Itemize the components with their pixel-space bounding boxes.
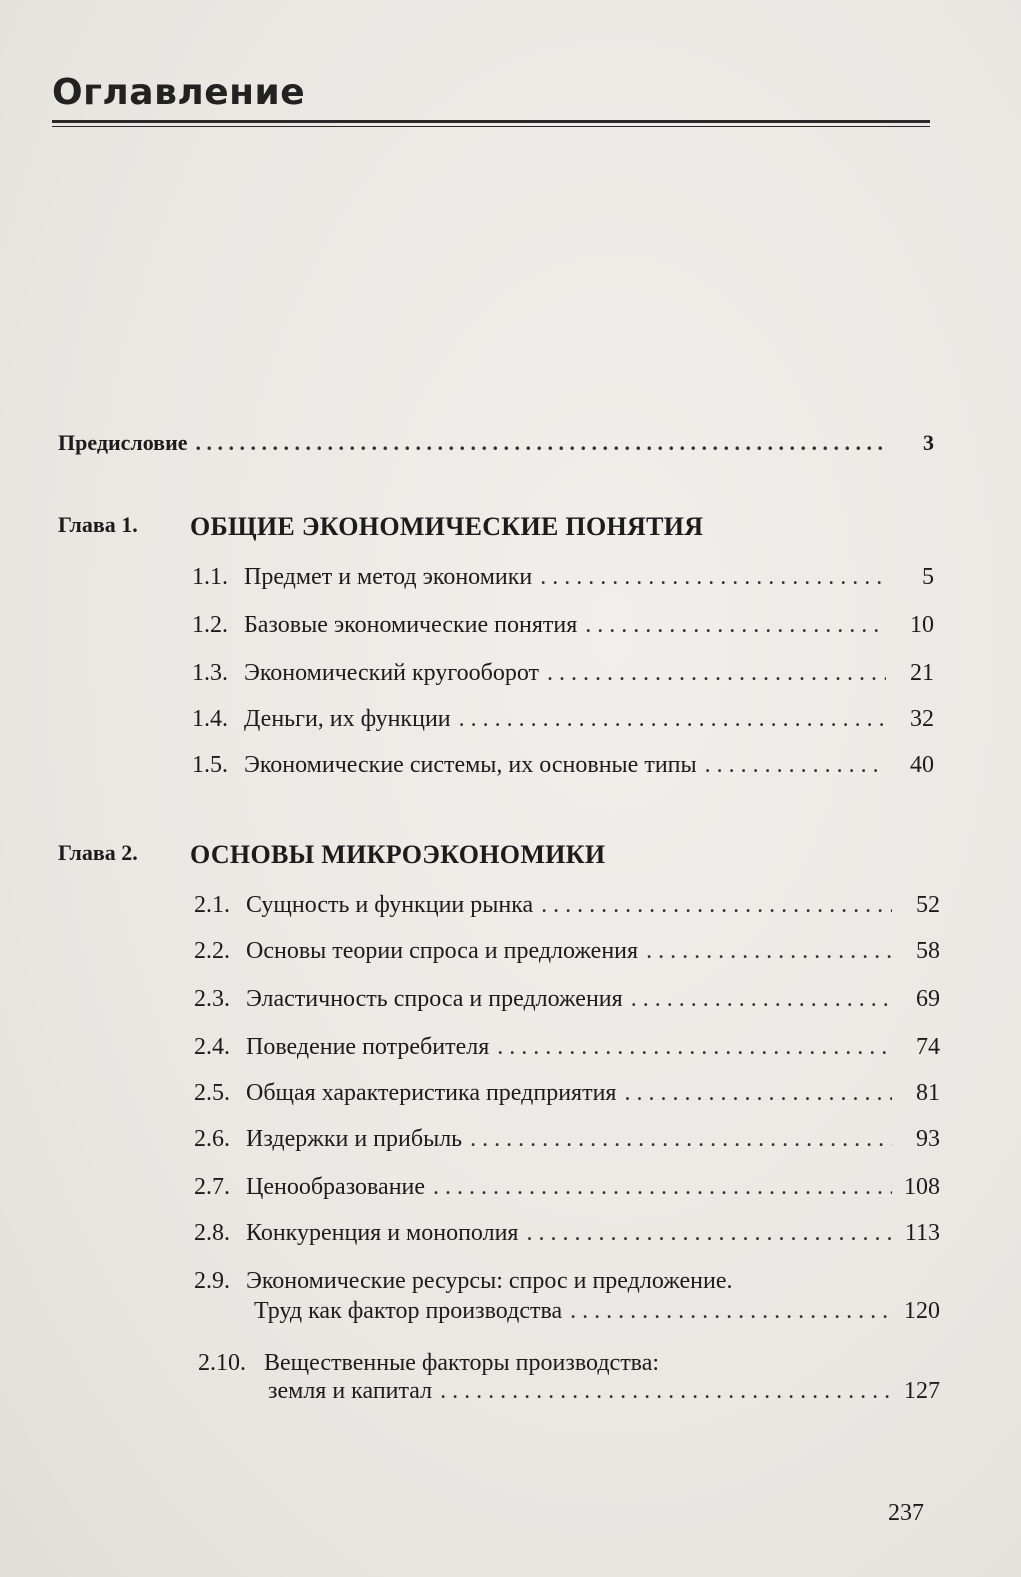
chapter-heading-2[interactable] (58, 840, 605, 870)
toc-entry-2-1[interactable] (194, 892, 940, 919)
section-label: Предмет и метод экономики (244, 564, 533, 590)
toc-entry-1-4[interactable] (192, 706, 934, 733)
section-number: 1.4. (192, 706, 228, 732)
chapter-title: ОСНОВЫ МИКРОЭКОНОМИКИ (190, 840, 606, 869)
leader-dots (440, 1378, 892, 1405)
section-number: 1.3. (192, 660, 228, 686)
section-label: Общая характеристика предприятия (246, 1080, 617, 1106)
leader-dots (497, 1034, 892, 1061)
toc-entry-2-9[interactable] (254, 1298, 940, 1325)
section-page: 81 (916, 1080, 940, 1106)
section-page: 52 (916, 892, 940, 918)
toc-entry-2-9-line1[interactable] (194, 1268, 732, 1295)
section-page: 32 (910, 706, 934, 732)
section-label-cont: земля и капитал (268, 1378, 433, 1404)
toc-entry-1-3[interactable] (192, 660, 934, 687)
title-rule-thin (52, 126, 930, 127)
leader-dots (624, 1080, 892, 1107)
section-label: Эластичность спроса и предложения (246, 986, 623, 1012)
toc-entry-2-3[interactable] (194, 986, 940, 1013)
toc-entry-2-6[interactable] (194, 1126, 940, 1153)
section-page: 40 (910, 752, 934, 778)
section-label: Экономический кругооборот (244, 660, 539, 686)
section-page: 120 (904, 1298, 940, 1324)
section-number: 2.1. (194, 892, 230, 918)
section-number: 2.4. (194, 1034, 230, 1060)
chapter-title: ОБЩИЕ ЭКОНОМИЧЕСКИЕ ПОНЯТИЯ (190, 512, 704, 541)
section-page: 58 (916, 938, 940, 964)
section-number: 2.9. (194, 1268, 230, 1294)
leader-dots (196, 430, 886, 456)
section-label-cont: Труд как фактор производства (254, 1298, 563, 1324)
section-page: 113 (904, 1220, 940, 1246)
leader-dots (541, 892, 892, 919)
section-label: Базовые экономические понятия (244, 612, 578, 638)
section-page: 74 (916, 1034, 940, 1060)
leader-dots (470, 1126, 892, 1153)
page-title: Оглавление (52, 72, 306, 113)
chapter-number: Глава 2. (58, 840, 138, 865)
section-number: 1.1. (192, 564, 228, 590)
leader-dots (526, 1220, 892, 1247)
section-number: 1.5. (192, 752, 228, 778)
toc-entry-2-8[interactable] (194, 1220, 940, 1247)
section-number: 2.3. (194, 986, 230, 1012)
chapter-heading-1[interactable] (58, 512, 703, 542)
section-number: 2.10. (198, 1350, 246, 1376)
section-label: Основы теории спроса и предложения (246, 938, 639, 964)
leader-dots (705, 752, 886, 779)
section-page: 69 (916, 986, 940, 1012)
toc-entry-2-5[interactable] (194, 1080, 940, 1107)
section-page: 10 (910, 612, 934, 638)
toc-entry-2-2[interactable] (194, 938, 940, 965)
toc-entry-page: 3 (923, 430, 934, 455)
toc-entry-2-10[interactable] (268, 1378, 940, 1405)
toc-entry-2-4[interactable] (194, 1034, 940, 1061)
toc-entry-2-10-line1[interactable] (198, 1350, 659, 1377)
section-page: 21 (910, 660, 934, 686)
section-number: 2.6. (194, 1126, 230, 1152)
section-label: Экономические ресурсы: спрос и предложение. (246, 1268, 733, 1294)
toc-entry-label: Предисловие (58, 430, 188, 455)
section-page: 93 (916, 1126, 940, 1152)
section-label: Экономические системы, их основные типы (244, 752, 697, 778)
toc-entry-preface[interactable] (58, 430, 934, 456)
section-page: 127 (904, 1378, 940, 1404)
section-number: 2.2. (194, 938, 230, 964)
toc-entry-1-1[interactable] (192, 564, 934, 591)
toc-entry-1-2[interactable] (192, 612, 934, 639)
section-page: 5 (922, 564, 934, 590)
section-label: Поведение потребителя (246, 1034, 490, 1060)
leader-dots (540, 564, 886, 591)
toc-entry-1-5[interactable] (192, 752, 934, 779)
section-label: Сущность и функции рынка (246, 892, 534, 918)
leader-dots (433, 1174, 892, 1201)
leader-dots (570, 1298, 892, 1325)
title-rule (52, 120, 930, 123)
leader-dots (585, 612, 886, 639)
section-number: 1.2. (192, 612, 228, 638)
page-number: 237 (888, 1500, 924, 1526)
chapter-number: Глава 1. (58, 512, 138, 537)
section-number: 2.7. (194, 1174, 230, 1200)
section-label: Ценообразование (246, 1174, 426, 1200)
section-label: Конкуренция и монополия (246, 1220, 519, 1246)
leader-dots (547, 660, 886, 687)
toc-entry-2-7[interactable] (194, 1174, 940, 1201)
section-label: Деньги, их функции (244, 706, 451, 732)
section-page: 108 (904, 1174, 940, 1200)
section-number: 2.8. (194, 1220, 230, 1246)
leader-dots (631, 986, 892, 1013)
leader-dots (459, 706, 886, 733)
section-label: Вещественные факторы производства: (264, 1350, 660, 1376)
leader-dots (646, 938, 892, 965)
section-number: 2.5. (194, 1080, 230, 1106)
section-label: Издержки и прибыль (246, 1126, 463, 1152)
